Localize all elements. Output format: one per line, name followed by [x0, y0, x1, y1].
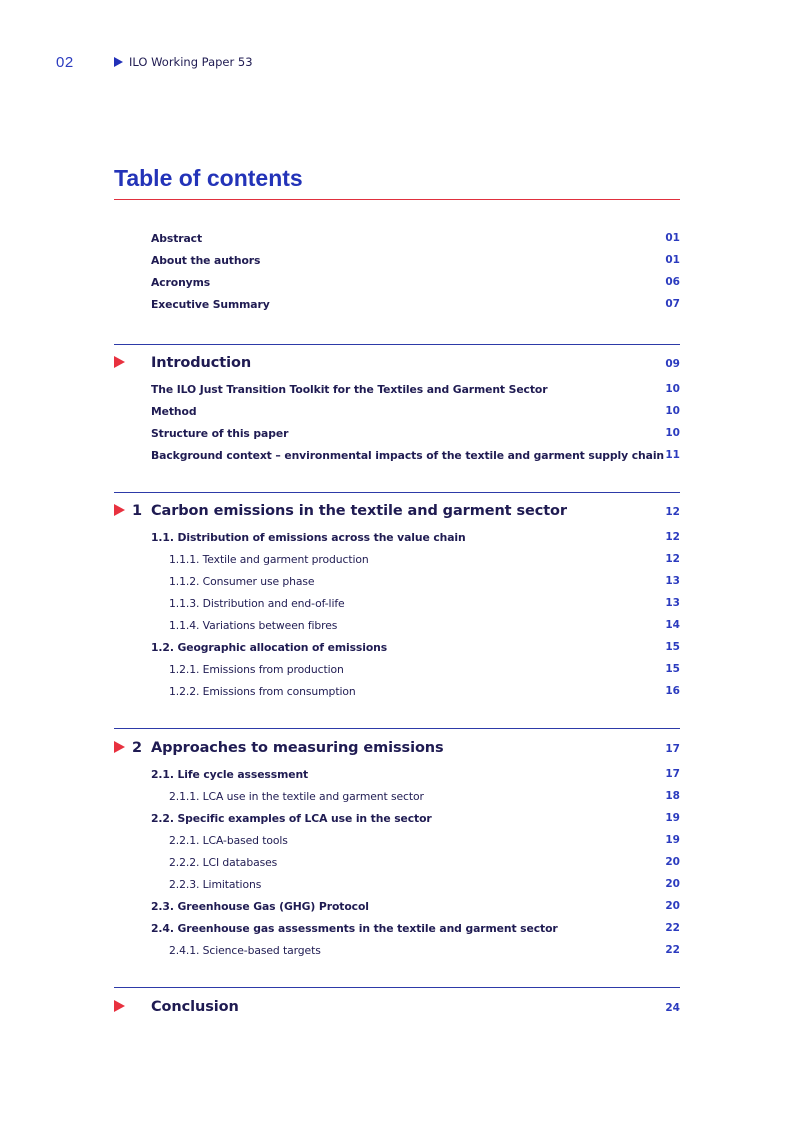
toc-entry-executive-summary[interactable]	[114, 293, 680, 315]
toc-heading-page[interactable]: 24	[665, 1002, 680, 1014]
toc-entry[interactable]	[114, 526, 680, 548]
toc-subentry[interactable]	[114, 939, 680, 961]
toc-entry-page[interactable]: 10	[665, 427, 680, 439]
toc-subentry[interactable]	[114, 851, 680, 873]
toc-entry-label[interactable]: About the authors	[151, 253, 261, 267]
page-number: 02	[56, 53, 74, 71]
toc-entry-acronyms[interactable]	[114, 271, 680, 293]
toc-entry-page[interactable]: 01	[665, 232, 680, 244]
toc-subentry[interactable]	[114, 614, 680, 636]
toc-entry-label[interactable]: Structure of this paper	[151, 426, 289, 440]
chapter-number: 2	[132, 740, 143, 756]
toc-entry-label[interactable]: 2.2.3. Limitations	[169, 877, 262, 891]
toc-entry-label[interactable]: 1.1. Distribution of emissions across the value chain	[151, 530, 466, 544]
toc-heading-conclusion[interactable]	[114, 992, 680, 1022]
toc-entry-abstract[interactable]	[114, 227, 680, 249]
toc-entry-page[interactable]: 06	[665, 276, 680, 288]
toc-entry-page[interactable]: 07	[665, 298, 680, 310]
toc-entry-label[interactable]: 2.2. Specific examples of LCA use in the sector	[151, 811, 432, 825]
toc-entry-page[interactable]: 20	[665, 856, 680, 868]
toc-subentry[interactable]	[114, 658, 680, 680]
chapter-number: 1	[132, 503, 143, 519]
toc-section-chapter-1	[114, 492, 680, 702]
toc-entry[interactable]	[114, 636, 680, 658]
toc-entry-page[interactable]: 01	[665, 254, 680, 266]
toc-entry-page[interactable]: 19	[665, 834, 680, 846]
toc-entry-label[interactable]: 1.2.1. Emissions from production	[169, 662, 344, 676]
toc-entry-label[interactable]: Background context – environmental impacts of the textile and garment supply chain	[151, 448, 665, 462]
toc-entry-page[interactable]: 13	[665, 575, 680, 587]
toc-entry-page[interactable]: 11	[665, 449, 680, 461]
toc-heading-label[interactable]: Conclusion	[151, 999, 239, 1015]
toc-front-matter	[114, 227, 680, 315]
toc-entry-page[interactable]: 15	[665, 641, 680, 653]
toc-subentry[interactable]	[114, 592, 680, 614]
section-arrow-icon	[114, 504, 125, 516]
toc-entry-page[interactable]: 13	[665, 597, 680, 609]
toc-heading-chapter-1[interactable]	[114, 496, 680, 526]
section-arrow-icon	[114, 1000, 125, 1012]
toc-entry-page[interactable]: 10	[665, 383, 680, 395]
toc-entry-page[interactable]: 20	[665, 900, 680, 912]
toc-subentry[interactable]	[114, 873, 680, 895]
toc-heading-label[interactable]: Carbon emissions in the textile and garment sector	[151, 503, 567, 519]
toc-subentry[interactable]	[114, 785, 680, 807]
toc-entry-label[interactable]: 2.3. Greenhouse Gas (GHG) Protocol	[151, 899, 369, 913]
toc-entry-label[interactable]: 2.1.1. LCA use in the textile and garment sector	[169, 789, 424, 803]
toc-subentry[interactable]	[114, 829, 680, 851]
toc-entry-label[interactable]: Abstract	[151, 231, 203, 245]
toc-entry[interactable]	[114, 895, 680, 917]
toc-entry-label[interactable]: 2.1. Life cycle assessment	[151, 767, 309, 781]
toc-subentry[interactable]	[114, 570, 680, 592]
toc-entry-page[interactable]: 15	[665, 663, 680, 675]
toc-entry-label[interactable]: 1.2.2. Emissions from consumption	[169, 684, 356, 698]
toc-entry-page[interactable]: 14	[665, 619, 680, 631]
toc-entry-label[interactable]: 2.4. Greenhouse gas assessments in the textile and garment sector	[151, 921, 558, 935]
toc-entry-label[interactable]: 2.2.2. LCI databases	[169, 855, 278, 869]
toc-heading-page[interactable]: 12	[665, 506, 680, 518]
header-title: ILO Working Paper 53	[129, 55, 253, 69]
section-arrow-icon	[114, 356, 125, 368]
toc-entry-page[interactable]: 20	[665, 878, 680, 890]
header-arrow-icon	[114, 57, 123, 67]
page-title: Table of contents	[114, 165, 303, 191]
toc-entry-label[interactable]: 2.2.1. LCA-based tools	[169, 833, 288, 847]
toc-entry-label[interactable]: 1.1.3. Distribution and end-of-life	[169, 596, 345, 610]
toc-heading-page[interactable]: 17	[665, 743, 680, 755]
toc-entry-label[interactable]: 2.4.1. Science-based targets	[169, 943, 321, 957]
toc-entry[interactable]	[114, 917, 680, 939]
title-divider	[114, 199, 680, 200]
section-arrow-icon	[114, 741, 125, 753]
toc-entry[interactable]	[114, 763, 680, 785]
toc-heading-page[interactable]: 09	[665, 358, 680, 370]
toc-entry-label[interactable]: Executive Summary	[151, 297, 270, 311]
page-header	[56, 54, 253, 70]
toc-subentry[interactable]	[114, 548, 680, 570]
toc-entry-label[interactable]: Acronyms	[151, 275, 211, 289]
toc-entry[interactable]	[114, 378, 680, 400]
toc-entry-page[interactable]: 12	[665, 531, 680, 543]
toc-entry-page[interactable]: 19	[665, 812, 680, 824]
toc-entry-label[interactable]: Method	[151, 404, 197, 418]
toc-entry-label[interactable]: 1.2. Geographic allocation of emissions	[151, 640, 388, 654]
toc-entry[interactable]	[114, 422, 680, 444]
toc-entry[interactable]	[114, 444, 680, 466]
toc-heading-chapter-2[interactable]	[114, 733, 680, 763]
toc-heading-label[interactable]: Approaches to measuring emissions	[151, 740, 444, 756]
toc-section-conclusion	[114, 987, 680, 1022]
toc-entry-page[interactable]: 18	[665, 790, 680, 802]
toc-entry[interactable]	[114, 807, 680, 829]
toc-entry[interactable]	[114, 400, 680, 422]
toc-entry-label[interactable]: The ILO Just Transition Toolkit for the Textiles and Garment Sector	[151, 382, 548, 396]
toc-section-chapter-2	[114, 728, 680, 961]
toc-entry-page[interactable]: 10	[665, 405, 680, 417]
toc-entry-page[interactable]: 17	[665, 768, 680, 780]
toc-section-introduction	[114, 344, 680, 466]
toc-entry-page[interactable]: 12	[665, 553, 680, 565]
toc-entry-page[interactable]: 22	[665, 922, 680, 934]
toc-entry-about-authors[interactable]	[114, 249, 680, 271]
toc-entry-label[interactable]: 1.1.2. Consumer use phase	[169, 574, 315, 588]
toc-heading-introduction[interactable]	[114, 348, 680, 378]
toc-entry-page[interactable]: 22	[665, 944, 680, 956]
toc-heading-label[interactable]: Introduction	[151, 355, 252, 371]
toc-subentry[interactable]	[114, 680, 680, 702]
toc-entry-page[interactable]: 16	[665, 685, 680, 697]
toc-entry-label[interactable]: 1.1.4. Variations between fibres	[169, 618, 338, 632]
toc-entry-label[interactable]: 1.1.1. Textile and garment production	[169, 552, 369, 566]
